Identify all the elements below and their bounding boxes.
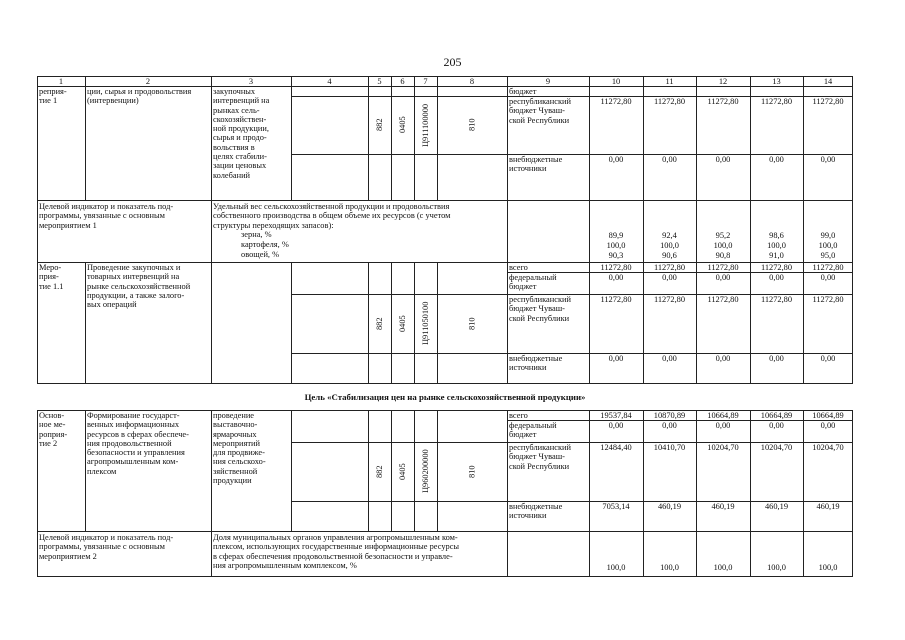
- grid-line: [211, 86, 212, 200]
- grid-line: [391, 410, 392, 531]
- grid-line: [852, 531, 853, 576]
- grid-line: [291, 353, 507, 354]
- block3-value: 0,00: [820, 421, 836, 430]
- grid-line: [291, 442, 507, 443]
- block1-source-label: бюджет: [509, 87, 537, 96]
- block3-value: 7053,14: [602, 502, 630, 511]
- grid-line: [507, 76, 508, 86]
- budget-table: [37, 76, 853, 581]
- block2-code-5: 882: [375, 317, 384, 330]
- grid-line: [291, 154, 507, 155]
- block1-source-label: республиканский бюджет Чуваш- ской Республики: [509, 97, 571, 125]
- block2-value: 0,00: [662, 354, 677, 363]
- grid-line: [414, 86, 415, 200]
- grid-line: [368, 76, 369, 86]
- grid-line: [291, 501, 507, 502]
- block3-col3: проведение выставочно- ярмарочных мероприятий для продвиже- ния сельскохо- зяйственной продукции: [213, 411, 266, 486]
- block3-value: 10204,70: [707, 443, 739, 452]
- grid-line: [696, 262, 697, 383]
- block2-value: 11272,80: [600, 263, 632, 272]
- block3-value: 10410,70: [653, 443, 686, 452]
- grid-line: [37, 410, 38, 531]
- block1-code-8: 810: [467, 118, 477, 132]
- header-col-2: 2: [145, 77, 151, 86]
- grid-line: [803, 531, 804, 576]
- grid-line: [507, 531, 508, 576]
- grid-line: [696, 200, 697, 262]
- indicator1-value: 90,8: [715, 251, 731, 260]
- block1-value: 11272,80: [760, 97, 793, 106]
- block2-value: 0,00: [820, 273, 836, 282]
- grid-line: [507, 501, 853, 502]
- block3-source-label: внебюджетные источники: [509, 502, 563, 521]
- block3-col2: Формирование государст- венных информационных ресурсов в сферах обеспече- ния продовольственной безопасности и управления агропромышленным ком- плексом: [87, 411, 189, 476]
- block1-source-label: внебюджетные источники: [509, 155, 563, 174]
- grid-line: [643, 76, 644, 86]
- block3-value: 460,19: [657, 502, 682, 511]
- grid-line: [37, 76, 38, 86]
- header-col-3: 3: [248, 77, 254, 86]
- grid-line: [750, 76, 751, 86]
- indicator1-value: 99,0: [820, 231, 836, 240]
- indicator1-value: 100,0: [660, 241, 679, 250]
- grid-line: [291, 76, 292, 86]
- grid-line: [37, 86, 38, 200]
- indicator1-value: 95,2: [715, 231, 731, 240]
- grid-line: [368, 86, 369, 200]
- block2-value: 0,00: [608, 273, 624, 282]
- block3-value: 0,00: [769, 421, 784, 430]
- indicator1-value: 100,0: [713, 241, 733, 250]
- block1-value: 11272,80: [600, 97, 632, 106]
- block3-code-5: 882: [375, 465, 384, 478]
- block3-code-8: 810: [467, 465, 477, 478]
- grid-line: [643, 200, 644, 262]
- block2-value: 0,00: [608, 354, 624, 363]
- grid-line: [750, 262, 751, 383]
- grid-line: [507, 294, 853, 295]
- header-col-4: 4: [327, 77, 332, 86]
- header-col-8: 8: [469, 77, 475, 86]
- grid-line: [852, 76, 853, 86]
- block3-source-label: республиканский бюджет Чуваш- ской Республики: [509, 443, 571, 471]
- grid-line: [211, 200, 212, 262]
- grid-line: [750, 410, 751, 531]
- block3-value: 10664,89: [707, 411, 739, 420]
- indicator2-value: 100,0: [818, 563, 838, 572]
- indicator1-item: овощей, %: [241, 250, 280, 259]
- grid-line: [37, 200, 38, 262]
- block2-value: 0,00: [769, 354, 784, 363]
- grid-line: [291, 96, 507, 97]
- header-col-13: 13: [772, 77, 781, 86]
- block3-col1: Основ- ное ме- роприя- тие 2: [39, 411, 68, 448]
- grid-line: [37, 576, 853, 577]
- block2-source-label: всего: [509, 263, 528, 272]
- block1-value: 0,00: [662, 155, 677, 164]
- block2-value: 0,00: [662, 273, 677, 282]
- indicator1-value: 100,0: [767, 241, 786, 250]
- indicator2-value: 100,0: [660, 563, 679, 572]
- block3-value: 0,00: [662, 421, 677, 430]
- block1-value: 11272,80: [707, 97, 739, 106]
- indicator1-value: 92,4: [662, 231, 677, 240]
- block3-value: 460,19: [816, 502, 840, 511]
- grid-line: [643, 262, 644, 383]
- block2-value: 11272,80: [707, 295, 739, 304]
- grid-line: [852, 410, 853, 531]
- block1-value: 0,00: [715, 155, 731, 164]
- grid-line: [589, 531, 590, 576]
- grid-line: [507, 200, 508, 262]
- header-col-10: 10: [611, 77, 621, 86]
- grid-line: [437, 410, 438, 531]
- block3-source-label: федеральный бюджет: [509, 421, 557, 440]
- block3-code-7: Ц960200000: [421, 449, 430, 494]
- block3-value: 10204,70: [760, 443, 793, 452]
- grid-line: [85, 262, 86, 383]
- block1-value: 0,00: [820, 155, 836, 164]
- grid-line: [507, 154, 853, 155]
- grid-line: [414, 262, 415, 383]
- grid-line: [589, 76, 590, 86]
- block2-code-8: 810: [467, 317, 477, 330]
- grid-line: [507, 272, 853, 273]
- header-col-5: 5: [377, 77, 382, 86]
- header-col-6: 6: [400, 77, 405, 86]
- block2-value: 11272,80: [760, 263, 793, 272]
- grid-line: [589, 410, 590, 531]
- grid-line: [507, 96, 853, 97]
- grid-line: [85, 410, 86, 531]
- grid-line: [589, 262, 590, 383]
- grid-line: [643, 86, 644, 200]
- indicator2-label: Целевой индикатор и показатель под- программы, увязанные с основным мероприятием 2: [39, 533, 174, 561]
- indicator1-value: 98,6: [769, 231, 784, 240]
- block3-value: 10664,89: [760, 411, 793, 420]
- grid-line: [643, 410, 644, 531]
- grid-line: [696, 410, 697, 531]
- indicator1-item: картофеля, %: [241, 240, 289, 249]
- header-col-14: 14: [823, 77, 833, 86]
- block3-code-6: 0405: [398, 463, 407, 480]
- grid-line: [589, 86, 590, 200]
- indicator2-value: 100,0: [767, 563, 786, 572]
- header-col-7: 7: [423, 77, 428, 86]
- grid-line: [37, 531, 853, 532]
- grid-line: [391, 262, 392, 383]
- block3-value: 460,19: [711, 502, 735, 511]
- indicator1-value: 100,0: [606, 241, 626, 250]
- indicator2-value: 100,0: [713, 563, 733, 572]
- grid-line: [414, 76, 415, 86]
- block1-code-5: 882: [375, 118, 384, 132]
- grid-line: [291, 262, 292, 383]
- grid-line: [37, 200, 853, 201]
- grid-line: [803, 86, 804, 200]
- indicator1-value: 89,9: [608, 231, 624, 240]
- grid-line: [803, 262, 804, 383]
- grid-line: [437, 76, 438, 86]
- grid-line: [211, 262, 212, 383]
- grid-line: [696, 531, 697, 576]
- block2-code-7: Ц911050100: [421, 301, 430, 346]
- header-col-1: 1: [58, 77, 64, 86]
- grid-line: [507, 442, 853, 443]
- grid-line: [291, 294, 507, 295]
- grid-line: [211, 76, 212, 86]
- indicator1-value: 91,0: [769, 251, 784, 260]
- grid-line: [803, 410, 804, 531]
- grid-line: [291, 410, 292, 531]
- grid-line: [414, 410, 415, 531]
- grid-line: [852, 262, 853, 383]
- grid-line: [368, 410, 369, 531]
- grid-line: [85, 86, 86, 200]
- grid-line: [507, 353, 853, 354]
- grid-line: [589, 200, 590, 262]
- page-number: 205: [443, 55, 462, 69]
- grid-line: [211, 410, 212, 531]
- block2-value: 0,00: [715, 273, 731, 282]
- indicator1-text: Удельный вес сельскохозяйственной продукции и продовольствия собственного производства в общем объеме их ресурсов (с учетом структуры переходящих запасов):: [213, 202, 451, 230]
- block2-code-6: 0405: [398, 315, 407, 332]
- grid-line: [750, 200, 751, 262]
- grid-line: [750, 531, 751, 576]
- block1-col2: ции, сырья и продовольствия (интервенции): [87, 87, 192, 106]
- grid-line: [803, 76, 804, 86]
- grid-line: [437, 86, 438, 200]
- block3-value: 10204,70: [812, 443, 844, 452]
- block3-value: 19537,84: [600, 411, 632, 420]
- block2-col1: Меро- прия- тие 1.1: [39, 263, 64, 291]
- block3-value: 10664,89: [812, 411, 844, 420]
- grid-line: [507, 420, 853, 421]
- indicator1-label: Целевой индикатор и показатель под- программы, увязанные с основным мероприятием 1: [39, 202, 174, 230]
- block2-value: 11272,80: [653, 295, 686, 304]
- indicator1-value: 95,0: [820, 251, 836, 260]
- block3-value: 10870,89: [653, 411, 686, 420]
- block3-value: 0,00: [715, 421, 731, 430]
- grid-line: [696, 86, 697, 200]
- block3-source-label: всего: [509, 411, 528, 420]
- block1-value: 0,00: [769, 155, 784, 164]
- block1-code-7: Ц911100000: [421, 103, 430, 147]
- header-col-11: 11: [665, 77, 674, 86]
- grid-line: [368, 262, 369, 383]
- grid-line: [507, 86, 508, 200]
- grid-line: [643, 531, 644, 576]
- indicator2-text: Доля муниципальных органов управления агропромышленным ком- плексом, использующих государственные информационные ресурсы в сферах обеспечения продовольственной безопасности и управле- ния агропромышленным комплексом, %: [213, 533, 460, 570]
- indicator1-value: 90,3: [608, 251, 624, 260]
- block2-value: 11272,80: [812, 263, 844, 272]
- grid-line: [437, 262, 438, 383]
- grid-line: [696, 76, 697, 86]
- block2-value: 0,00: [769, 273, 784, 282]
- header-col-9: 9: [545, 77, 551, 86]
- block2-source-label: республиканский бюджет Чуваш- ской Республики: [509, 295, 571, 323]
- block1-value: 11272,80: [653, 97, 686, 106]
- grid-line: [37, 531, 38, 576]
- block3-value: 0,00: [608, 421, 624, 430]
- block1-value: 0,00: [608, 155, 624, 164]
- grid-line: [37, 262, 38, 383]
- header-col-12: 12: [718, 77, 728, 86]
- indicator2-value: 100,0: [606, 563, 626, 572]
- grid-line: [803, 200, 804, 262]
- block2-source-label: федеральный бюджет: [509, 273, 557, 292]
- block2-value: 11272,80: [600, 295, 632, 304]
- indicator1-item: зерна, %: [241, 230, 272, 239]
- goal-heading: Цель «Стабилизация цен на рынке сельскохозяйственной продукции»: [304, 392, 586, 402]
- grid-line: [852, 86, 853, 200]
- grid-line: [852, 200, 853, 262]
- indicator1-value: 90,6: [662, 251, 677, 260]
- block2-source-label: внебюджетные источники: [509, 354, 563, 373]
- grid-line: [507, 262, 508, 383]
- grid-line: [291, 86, 292, 200]
- block1-col3: закупочных интервенций на рынках сель- скохозяйствен- ной продукции, сырья и продо- вольствия в целях стабили- зации ценовых колебаний: [213, 87, 270, 180]
- block3-value: 12484,40: [600, 443, 632, 452]
- block2-value: 11272,80: [760, 295, 793, 304]
- grid-line: [37, 383, 853, 384]
- indicator1-value: 100,0: [818, 241, 838, 250]
- block2-value: 11272,80: [707, 263, 739, 272]
- block2-value: 11272,80: [812, 295, 844, 304]
- block1-value: 11272,80: [812, 97, 844, 106]
- grid-line: [85, 76, 86, 86]
- block2-col2: Проведение закупочных и товарных интервенций на рынке сельскохозяйственной продукции, а также залого- вых операций: [87, 263, 191, 310]
- block2-value: 0,00: [820, 354, 836, 363]
- block2-value: 0,00: [715, 354, 731, 363]
- grid-line: [211, 531, 212, 576]
- grid-line: [391, 86, 392, 200]
- block3-value: 460,19: [764, 502, 789, 511]
- block1-code-6: 0405: [398, 116, 407, 134]
- grid-line: [391, 76, 392, 86]
- block2-value: 11272,80: [653, 263, 686, 272]
- grid-line: [507, 410, 508, 531]
- grid-line: [750, 86, 751, 200]
- block1-col1: реприя- тие 1: [39, 87, 67, 106]
